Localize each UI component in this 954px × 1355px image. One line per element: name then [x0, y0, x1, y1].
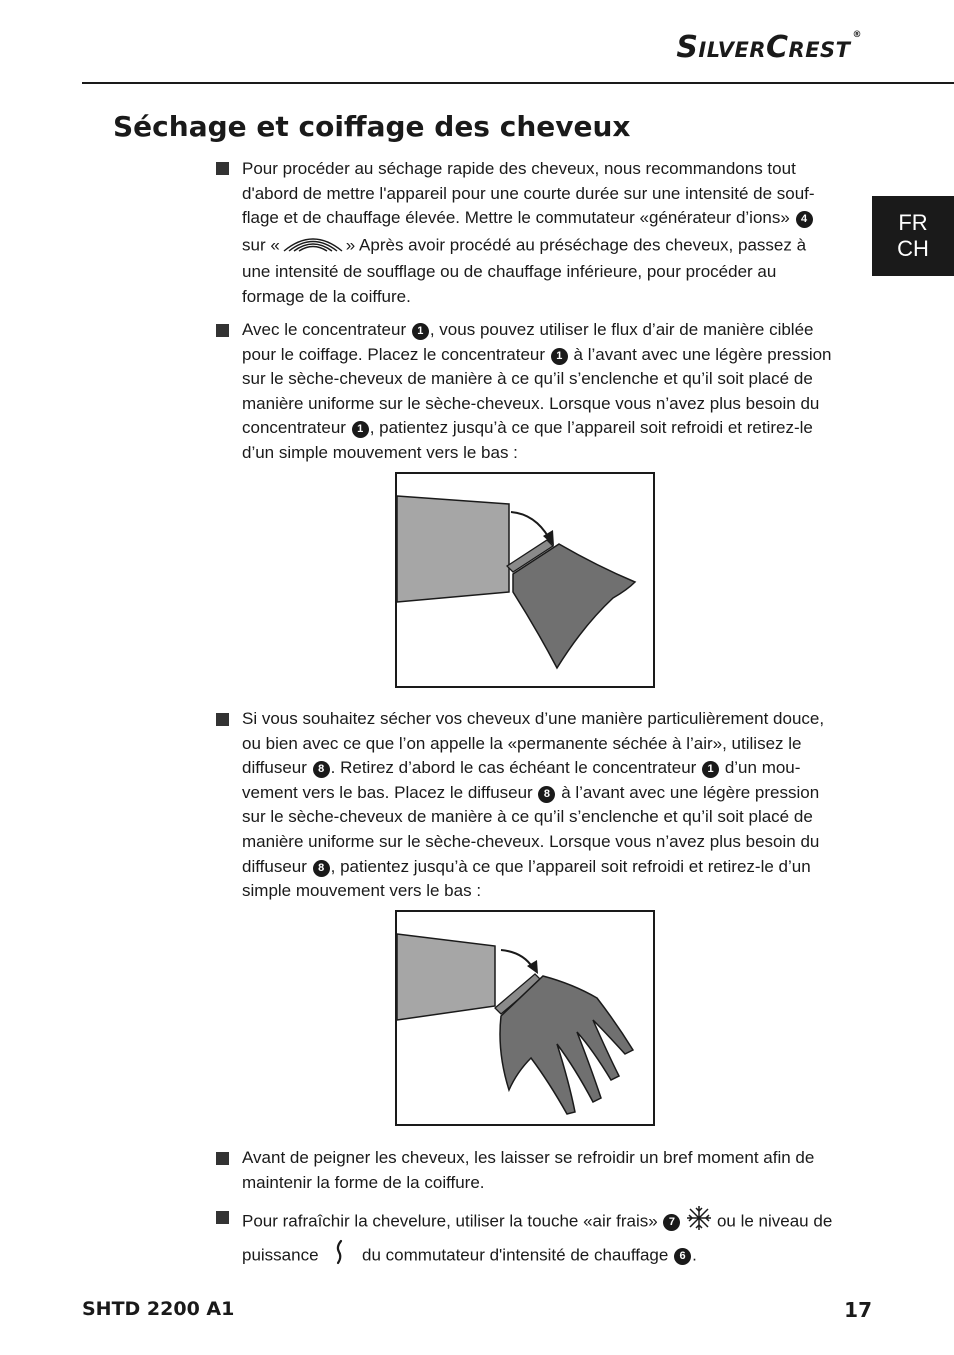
- heat-level-icon: [333, 1239, 347, 1273]
- page-title: Séchage et coiffage des cheveux: [113, 110, 631, 143]
- p3-text-a: Si vous souhaitez sécher vos cheveux d’une manière particulièrement douce, ou bien avec ce que l’on appelle la «permanente séchée à l’air», utilisez le diffuseur: [242, 709, 825, 778]
- page-number: 17: [844, 1298, 872, 1322]
- lang-tab-line2: CH: [897, 236, 929, 261]
- bullet-marker: [216, 1152, 229, 1165]
- p1-text-a: Pour procéder au séchage rapide des cheveux, nous recommandons tout d'abord de mettre l'appareil pour une courte durée sur une intensité de souf-flage et de chauffage élevée. Mettre le commutateur «générateur d’ions»: [242, 159, 815, 228]
- paragraph-quick-dry: [242, 157, 838, 310]
- p1-text-b: sur «: [242, 235, 280, 255]
- ref-number: 1: [352, 421, 369, 438]
- ref-number: 4: [796, 211, 813, 228]
- ref-number: 6: [674, 1248, 691, 1265]
- paragraph-concentrator: [242, 318, 838, 466]
- bullet-marker: [216, 162, 229, 175]
- p3-text-d: à l’avant avec une légère pression sur le sèche-cheveux de manière à ce qu’il s’enclenche et qu’il soit placé de manière uniforme sur le sèche-cheveux. Lorsque vous n’avez plus besoin du diffuseur: [242, 782, 820, 876]
- brand-name: SilverCrest: [676, 30, 851, 65]
- p3-text-c: d’un mou-vement vers le bas. Placez le diffuseur: [242, 758, 801, 802]
- header-rule: [82, 82, 954, 84]
- bullet-marker: [216, 324, 229, 337]
- snowflake-icon: [686, 1205, 712, 1239]
- diffuser-removal-illustration: [395, 910, 655, 1126]
- p2-text-a: Avec le concentrateur: [242, 320, 407, 339]
- ion-waves-icon: [280, 231, 346, 261]
- language-tab: [872, 196, 954, 276]
- p5-text-b: ou le niveau de puissance: [242, 1211, 833, 1264]
- p3-text-b: . Retirez d’abord le cas échéant le concentrateur: [330, 758, 697, 778]
- p2-text-c: à l’avant avec une légère pression sur le sèche-cheveux de manière à ce qu’il s’enclenche et qu’il soit placé de manière uniforme sur le sèche-cheveux. Lorsque vous n’avez plus besoin du concentrateur: [242, 344, 832, 438]
- ref-number: 1: [702, 761, 719, 778]
- ref-number: 1: [412, 323, 429, 340]
- ref-number: 8: [538, 786, 555, 803]
- p5-text-c: du commutateur d'intensité de chauffage: [362, 1244, 669, 1264]
- paragraph-cold-air: [242, 1205, 838, 1272]
- p4-text-a: Avant de peigner les cheveux, les laisser se refroidir un bref moment afin de maintenir la forme de la coiffure.: [242, 1148, 815, 1192]
- p5-text-a: Pour rafraîchir la chevelure, utiliser la touche «air frais»: [242, 1211, 658, 1231]
- brand-logo: [676, 30, 862, 65]
- p5-text-d: .: [692, 1244, 697, 1264]
- bullet-marker: [216, 1211, 229, 1224]
- p3-text-e: , patientez jusqu’à ce que l’appareil soit refroidi et retirez-le d’un simple mouvement vers le bas :: [242, 856, 811, 901]
- ref-number: 8: [313, 860, 330, 877]
- registered-mark: ®: [852, 30, 862, 40]
- concentrator-removal-illustration: [395, 472, 655, 688]
- lang-tab-line1: FR: [898, 210, 928, 235]
- p1-text-c: » Après avoir procédé au préséchage des cheveux, passez à une intensité de soufflage ou de chauffage inférieure, pour procéder au formage de la coiffure.: [242, 235, 807, 306]
- p2-text-d: , patientez jusqu’à ce que l’appareil soit refroidi et retirez-le d’un simple mouvement vers le bas :: [242, 418, 813, 462]
- paragraph-cooldown: [242, 1146, 838, 1195]
- bullet-marker: [216, 713, 229, 726]
- paragraph-diffuser: [242, 707, 838, 904]
- footer-model-number: SHTD 2200 A1: [82, 1298, 235, 1320]
- p2-text-b: , vous pouvez utiliser le flux d’air de manière ciblée pour le coiffage. Placez le concentrateur: [242, 320, 814, 364]
- ref-number: 7: [663, 1214, 680, 1231]
- ref-number: 8: [313, 761, 330, 778]
- ref-number: 1: [551, 348, 568, 365]
